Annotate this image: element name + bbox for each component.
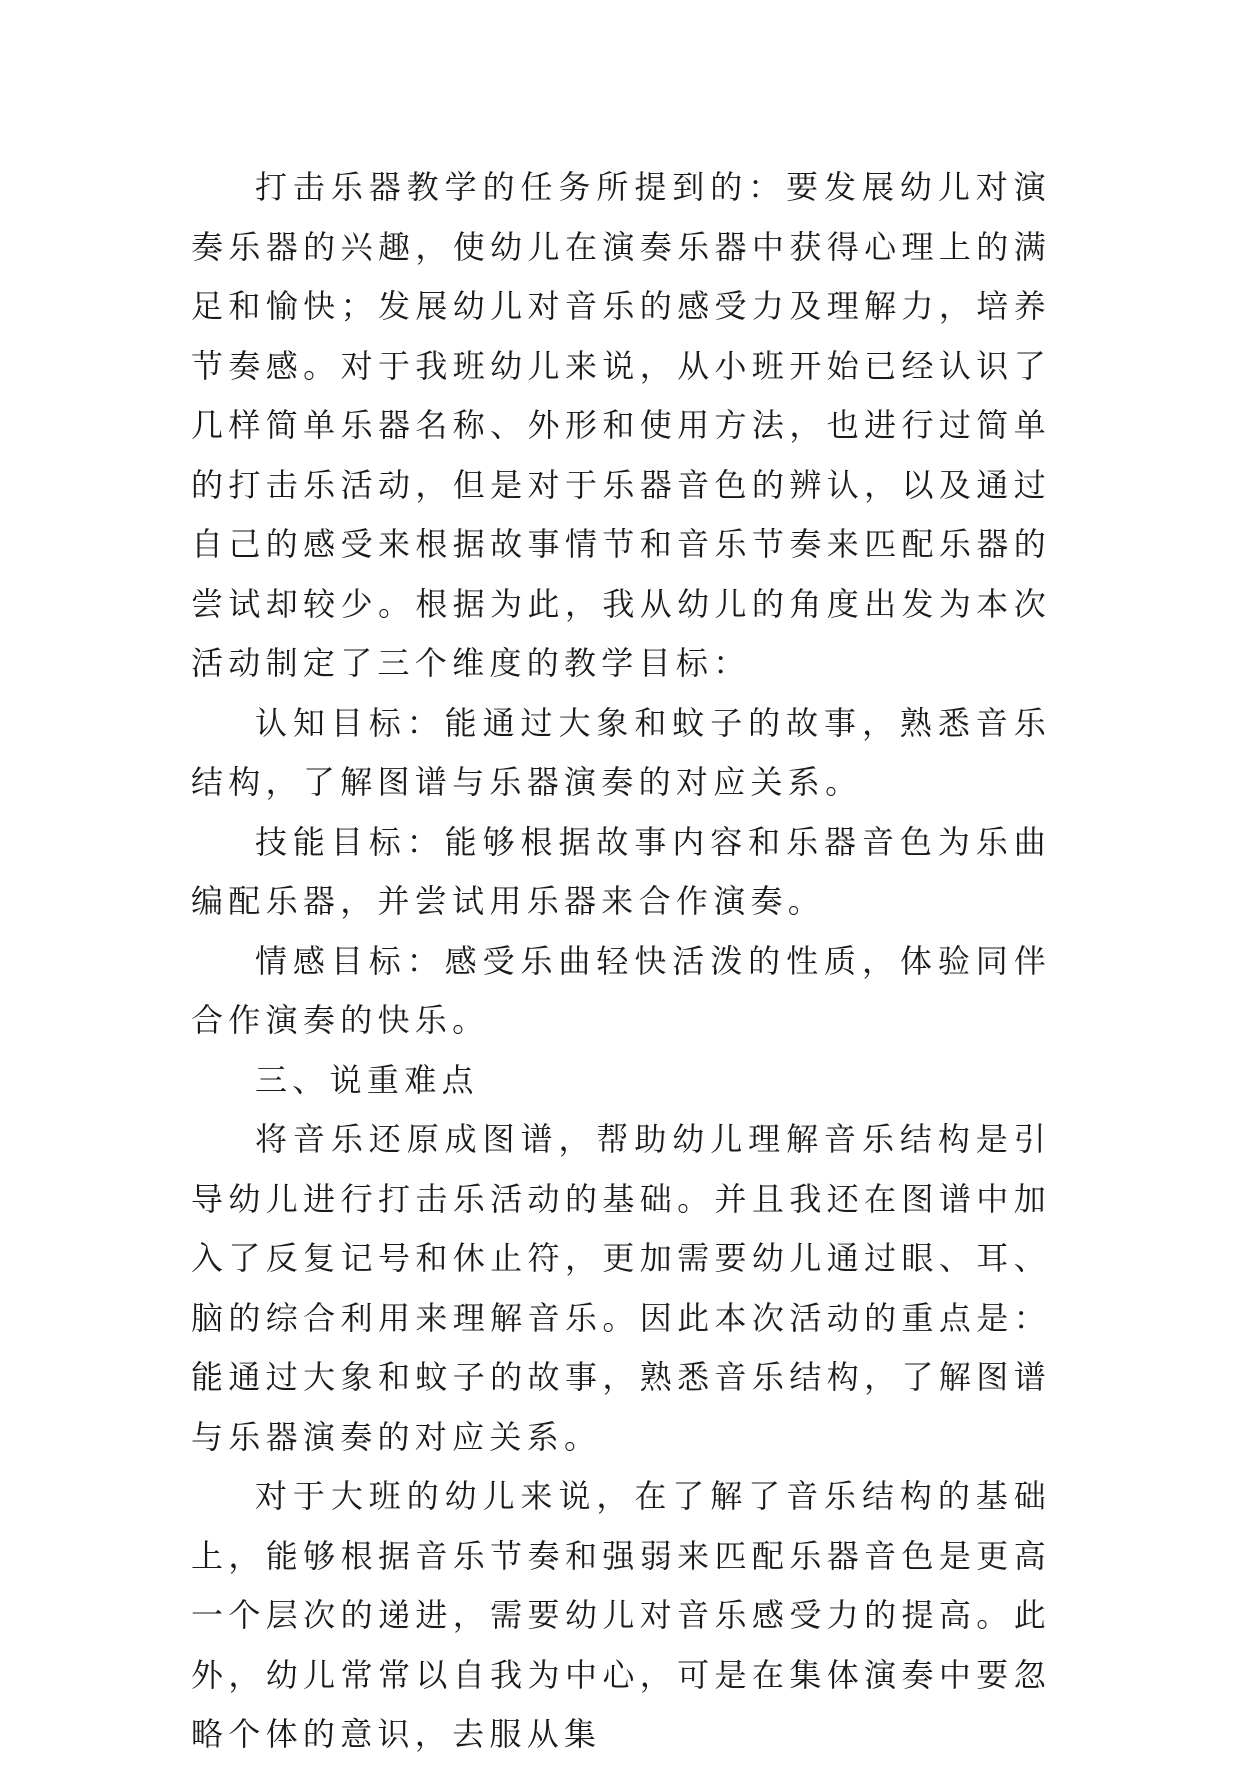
paragraph-cognitive-goal: 认知目标：能通过大象和蚊子的故事，熟悉音乐结构，了解图谱与乐器演奏的对应关系。 [191, 703, 1051, 801]
document-body [191, 158, 1051, 1765]
paragraph-emotional-goal: 情感目标：感受乐曲轻快活泼的性质，体验同伴合作演奏的快乐。 [191, 941, 1051, 1039]
paragraph-task-background: 打击乐器教学的任务所提到的：要发展幼儿对演奏乐器的兴趣，使幼儿在演奏乐器中获得心理上的满足和愉快；发展幼儿对音乐的感受力及理解力，培养节奏感。对于我班幼儿来说，从小班开始已经认识了几样简单乐器名称、外形和使用方法，也进行过简单的打击乐活动，但是对于乐器音色的辨认，以及通过自己的感受来根据故事情节和音乐节奏来匹配乐器的尝试却较少。根据为此，我从幼儿的角度出发为本次活动制定了三个维度的教学目标： [191, 168, 1051, 682]
paragraph-skill-goal: 技能目标：能够根据故事内容和乐器音色为乐曲编配乐器，并尝试用乐器来合作演奏。 [191, 822, 1051, 920]
section-heading-key-difficulties: 三、说重难点 [255, 1060, 479, 1099]
paragraph-difficulty: 对于大班的幼儿来说，在了解了音乐结构的基础上，能够根据音乐节奏和强弱来匹配乐器音色是更高一个层次的递进，需要幼儿对音乐感受力的提高。此外，幼儿常常以自我为中心，可是在集体演奏中要忽略个体的意识，去服从集 [191, 1477, 1051, 1753]
paragraph-key-point: 将音乐还原成图谱，帮助幼儿理解音乐结构是引导幼儿进行打击乐活动的基础。并且我还在图谱中加入了反复记号和休止符，更加需要幼儿通过眼、耳、脑的综合利用来理解音乐。因此本次活动的重点是：能通过大象和蚊子的故事，熟悉音乐结构，了解图谱与乐器演奏的对应关系。 [191, 1120, 1051, 1456]
